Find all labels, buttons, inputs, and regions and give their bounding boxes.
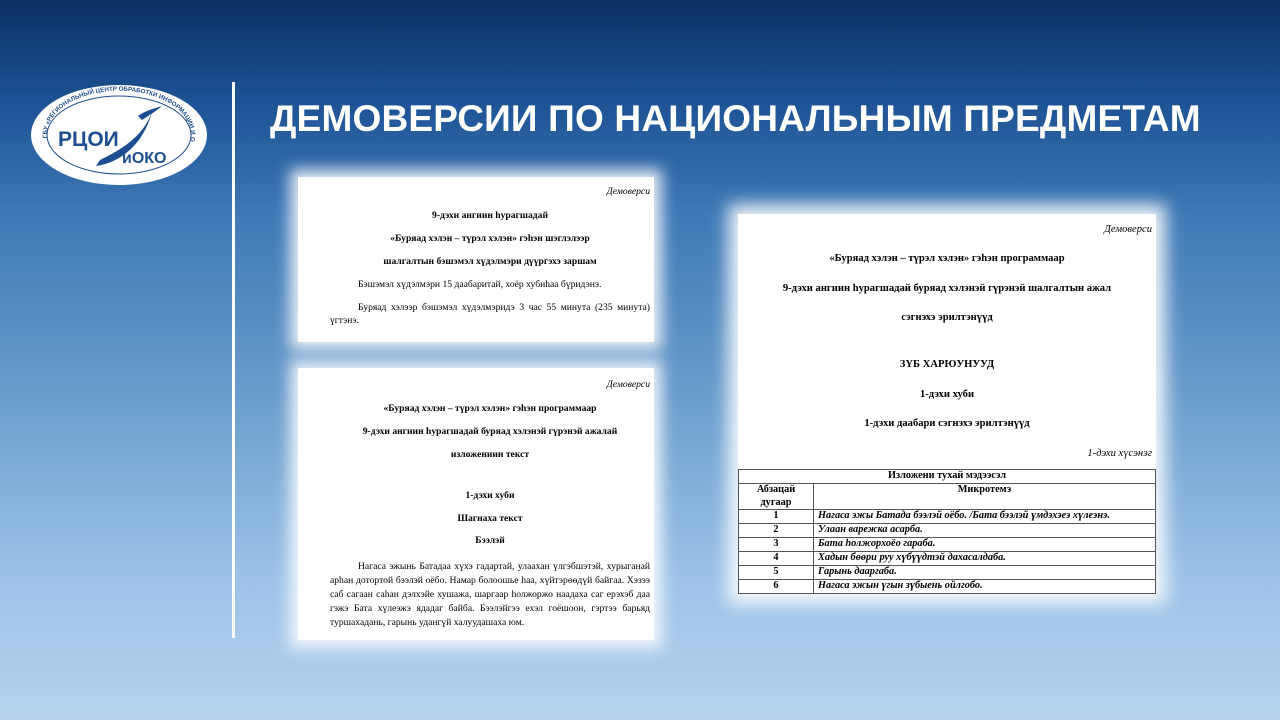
doc3-part: 1-дэхи хуби xyxy=(919,388,975,400)
vertical-divider xyxy=(232,82,235,638)
doc1-paragraph-1: Бэшэмэл хүдэлмэри 15 даабаритай, хоёр хубиһаа бүридэнэ. xyxy=(358,278,602,290)
doc2-paragraph-1: Нагаса эжынь Батадаа хүхэ гадартай, улаахан үлгэбшэтэй, хурыганай арһан дотортой бээлэй оёбо. Намар болоошье һаа, хүйтэрөөдүй байгаа. Хэзээ саб сагаан саһан дэлхэйе хушажа, шаргаар һолжоржо наадаха саг ерэхэб даа гэжэ Бата хүлеэжэ ядадаг байба. Бээлэйгээ ехэл гоёшоон, гэртээ барьяд туршахадань, гарынь удангүй халуудашаха юм. xyxy=(330,561,650,628)
table-row: 2 Улаан варежка асарба. xyxy=(739,524,1156,538)
doc2-heading-3: изложениин текст xyxy=(450,448,530,460)
table-row: 4 Хадын бөөри руу хүбүүдтэй дахасалдаба. xyxy=(739,552,1156,566)
doc3-heading-1: «Буряад хэлэн – түрэл хэлэн» гэһэн программаар xyxy=(829,253,1065,265)
demo-document-3[interactable] xyxy=(738,214,1156,594)
doc2-part: 1-дэхи хуби xyxy=(465,489,515,501)
table-row: 1 Нагаса эжы Батада бээлэй оёбо. /Бата бээлэй үмдэхэеэ хүлеэнэ. xyxy=(739,510,1156,524)
logo-abbr-left: РЦОИ xyxy=(58,128,119,151)
doc2-label: Демоверси xyxy=(606,379,650,390)
table-row: 3 Бата һолжорхоёо гараба. xyxy=(739,538,1156,552)
table-row: 5 Гарынь дааргаба. xyxy=(739,565,1156,579)
doc3-variant: 1-дэхи хүсэнэг xyxy=(1087,447,1152,459)
table-caption: Изложени тухай мэдээсэл xyxy=(739,469,1156,483)
logo-ring-text: ГБУ «РЕГИОНАЛЬНЫЙ ЦЕНТР ОБРАБОТКИ ИНФОРМАЦИИ И О xyxy=(41,85,197,143)
doc2-subtitle: Шагнаха текст xyxy=(457,512,523,524)
table-header-paragraph: Абзацай дугаар xyxy=(739,483,814,510)
rcoi-logo xyxy=(28,82,210,188)
doc1-heading-2: «Буряад хэлэн – түрэл хэлэн» гэһэн шэглэлээр xyxy=(390,232,590,244)
table-row: 6 Нагаса эжын үгын зүбыень ойлгобо. xyxy=(739,579,1156,593)
doc1-heading-3: шалгалтын бэшэмэл хүдэлмэри дүүргэхэ заршам xyxy=(383,255,597,267)
doc2-story-title: Бээлэй xyxy=(475,535,505,547)
logo-emblem-icon xyxy=(28,82,210,188)
doc3-heading-3: сэгнэхэ эрилтэнүүд xyxy=(901,312,993,324)
doc3-answers-title: ЗҮБ ХАРЮУНУУД xyxy=(899,359,995,371)
microtheme-table xyxy=(738,469,1156,594)
doc2-heading-2: 9-дэхи ангиин һурагшадай буряад хэлэнэй гүрэнэй ажалай xyxy=(362,425,618,437)
demo-document-2[interactable] xyxy=(298,368,654,640)
doc1-label: Демоверси xyxy=(606,186,650,197)
doc2-heading-1: «Буряад хэлэн – түрэл хэлэн» гэһэн программаар xyxy=(383,402,597,414)
doc3-label: Демоверси xyxy=(1104,224,1152,235)
doc3-heading-2: 9-дэхи ангиин һурагшадай буряад хэлэнэй гүрэнэй шалгалтын ажал xyxy=(782,282,1112,294)
doc1-paragraph-2: Буряад хэлээр бэшэмэл хүдэлмэридэ 3 час 55 минута (235 минута) үгтэнэ. xyxy=(330,301,650,327)
doc1-heading-1: 9-дэхи ангиин һурагшадай xyxy=(432,209,548,221)
page-title: ДЕМОВЕРСИИ ПО НАЦИОНАЛЬНЫМ ПРЕДМЕТАМ xyxy=(270,98,1201,139)
demo-document-1[interactable] xyxy=(298,177,654,342)
table-header-microtheme: Микротемэ xyxy=(814,483,1156,510)
logo-abbr-right: иОКО xyxy=(122,150,167,167)
doc3-task: 1-дэхи даабари сэгнэхэ эрилтэнүүд xyxy=(864,418,1030,430)
